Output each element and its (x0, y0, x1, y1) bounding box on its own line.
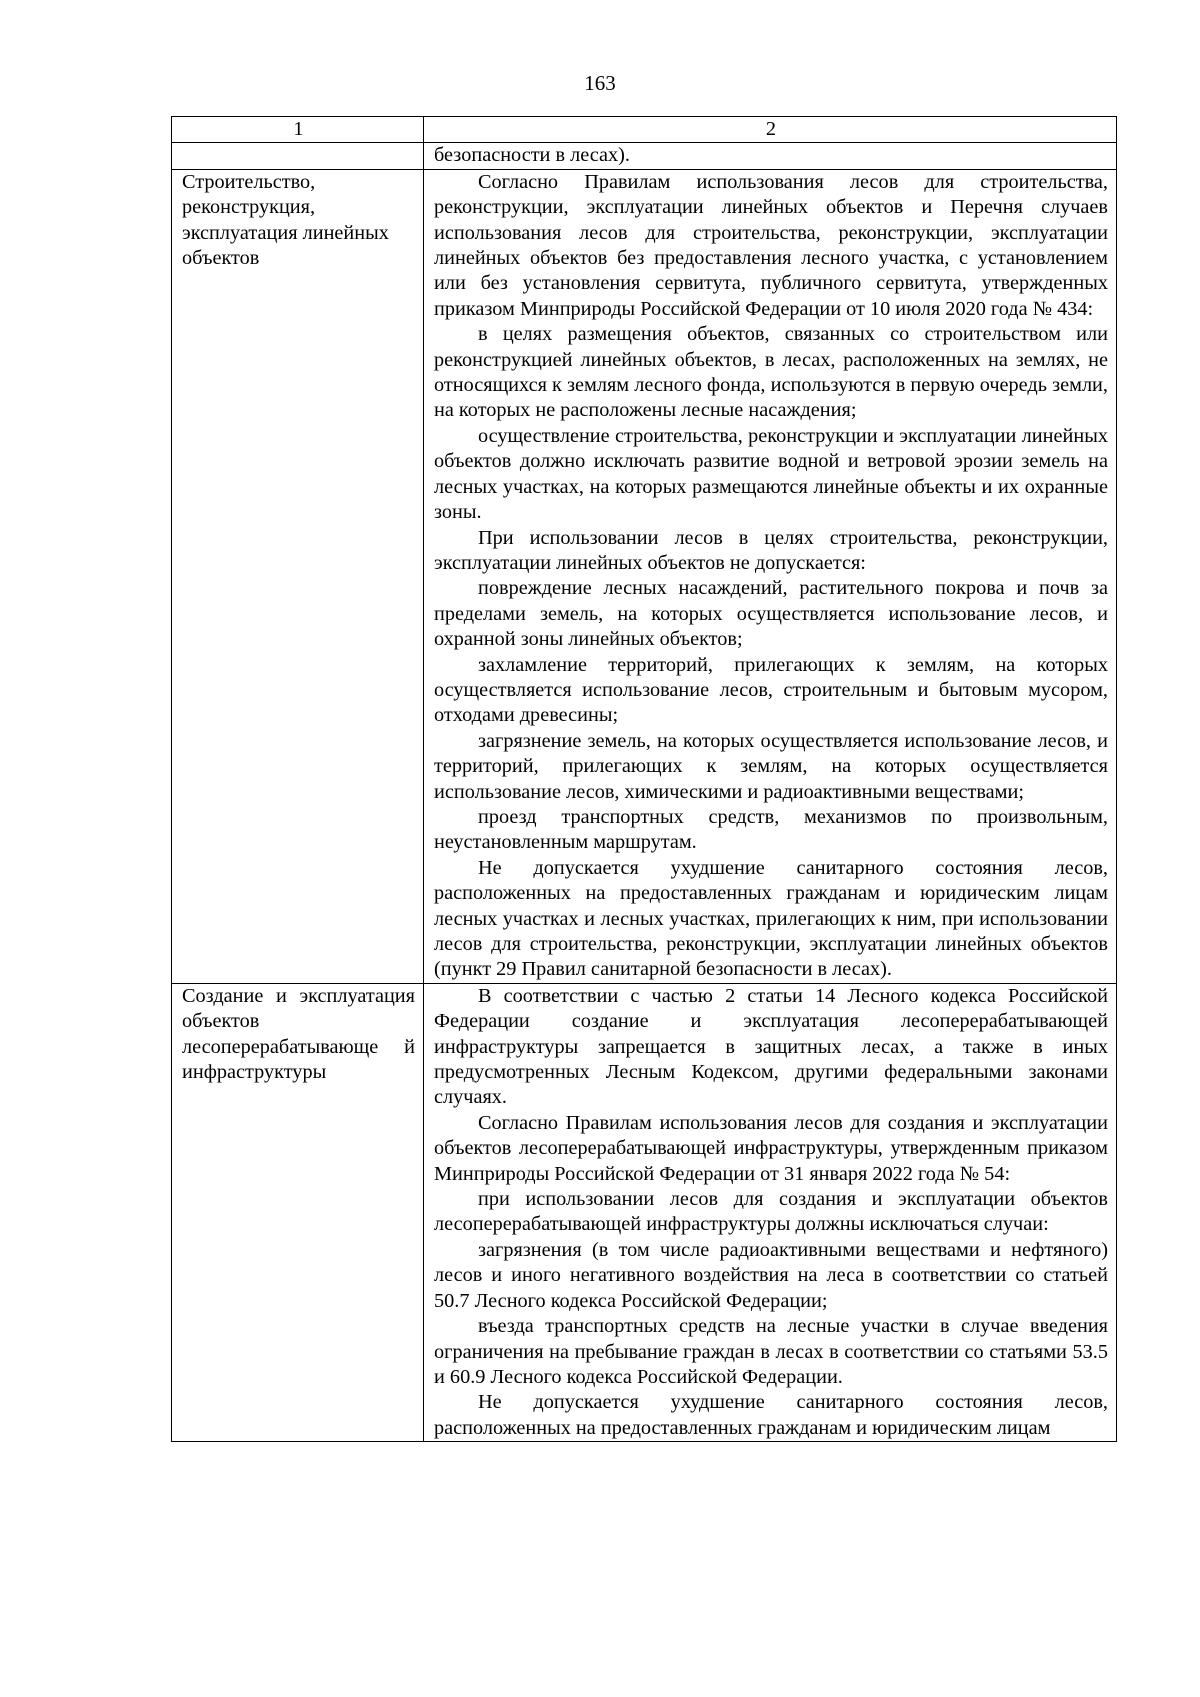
paragraph: повреждение лесных насаждений, растительного покрова и почв за пределами земель, на которых осуществляется использование лесов, и охранной зоны линейных объектов; (434, 577, 1108, 651)
page-number: 163 (584, 71, 616, 95)
paragraph: в целях размещения объектов, связанных со строительством или реконструкцией линейных объектов, в лесах, расположенных на землях, не относящихся к землям лесного фонда, используются в первую очередь земли, на которых не расположены лесные насаждения; (434, 323, 1108, 422)
activity-cell: Строительство, реконструкция, эксплуатация линейных объектов (172, 169, 424, 983)
paragraph: осуществление строительства, реконструкции и эксплуатации линейных объектов должно исключать развитие водной и ветровой эрозии земель на лесных участках, на которых размещаются линейные объекты и их охранные зоны. (434, 424, 1108, 524)
paragraph: захламление территорий, прилегающих к землям, на которых осуществляется использование лесов, строительным и бытовым мусором, отходами древесины; (434, 653, 1108, 727)
paragraph: въезда транспортных средств на лесные участки в случае введения ограничения на пребывание граждан в лесах в соответствии со статьями 53.5 и 60.9 Лесного кодекса Российской Федерации. (434, 1315, 1108, 1388)
paragraph: при использовании лесов для создания и эксплуатации объектов лесоперерабатывающей инфраструктуры должны исключаться случаи: (434, 1188, 1108, 1236)
activity-cell (172, 143, 424, 169)
regulations-table (171, 116, 1117, 1442)
paragraph: безопасности в лесах). (434, 144, 630, 167)
table-row (172, 143, 1117, 169)
paragraph: При использовании лесов в целях строительства, реконструкции, эксплуатации линейных объектов не допускается: (434, 526, 1108, 574)
paragraph: загрязнения (в том числе радиоактивными веществами и нефтяного) лесов и иного негативного воздействия на леса в соответствии со статьей 50.7 Лесного кодекса Российской Федерации; (434, 1238, 1108, 1312)
paragraph: Согласно Правилам использования лесов для строительства, реконструкции, эксплуатации линейных объектов и Перечня случаев использования лесов для строительства, реконструкции, эксплуатации линейных объектов без предоставления лесного участка, с установлением или без установления сервитута, публичного сервитута, утвержденных приказом Минприроды Российской Федерации от 10 июля 2020 года № 434: (434, 170, 1108, 320)
requirements-cell (424, 983, 1117, 1441)
paragraph: В соответствии с частью 2 статьи 14 Лесного кодекса Российской Федерации создание и эксплуатация лесоперерабатывающей инфраструктуры запрещается в защитных лесах, а также в иных предусмотренных Лесным Кодексом, другими федеральными законами случаях. (434, 984, 1108, 1109)
header-cell-1: 1 (172, 117, 424, 143)
table-header-row (172, 117, 1117, 143)
table-row (172, 169, 1117, 983)
paragraph: Не допускается ухудшение санитарного состояния лесов, расположенных на предоставленных гражданам и юридическим лицам (434, 1391, 1108, 1439)
requirements-cell (424, 169, 1117, 983)
requirements-cell (424, 143, 1117, 169)
header-cell-2: 2 (424, 117, 1117, 143)
paragraph: проезд транспортных средств, механизмов по произвольным, неустановленным маршрутам. (434, 805, 1108, 854)
paragraph: Согласно Правилам использования лесов для создания и эксплуатации объектов лесоперерабатывающей инфраструктуры, утвержденным приказом Минприроды Российской Федерации от 31 января 2022 года № 54: (434, 1111, 1108, 1185)
paragraph: загрязнение земель, на которых осуществляется использование лесов, и территорий, прилегающих к землям, на которых осуществляется использование лесов, химическими и радиоактивными веществами; (434, 729, 1108, 803)
paragraph: Не допускается ухудшение санитарного состояния лесов, расположенных на предоставленных гражданам и юридическим лицам лесных участках и лесных участках, прилегающих к ним, при использовании лесов для строительства, реконструкции, эксплуатации линейных объектов (пункт 29 Правил санитарной безопасности в лесах). (434, 856, 1108, 981)
table-row (172, 983, 1117, 1441)
activity-cell: Создание и эксплуатация объектов лесоперерабатывающе й инфраструктуры (172, 983, 424, 1441)
